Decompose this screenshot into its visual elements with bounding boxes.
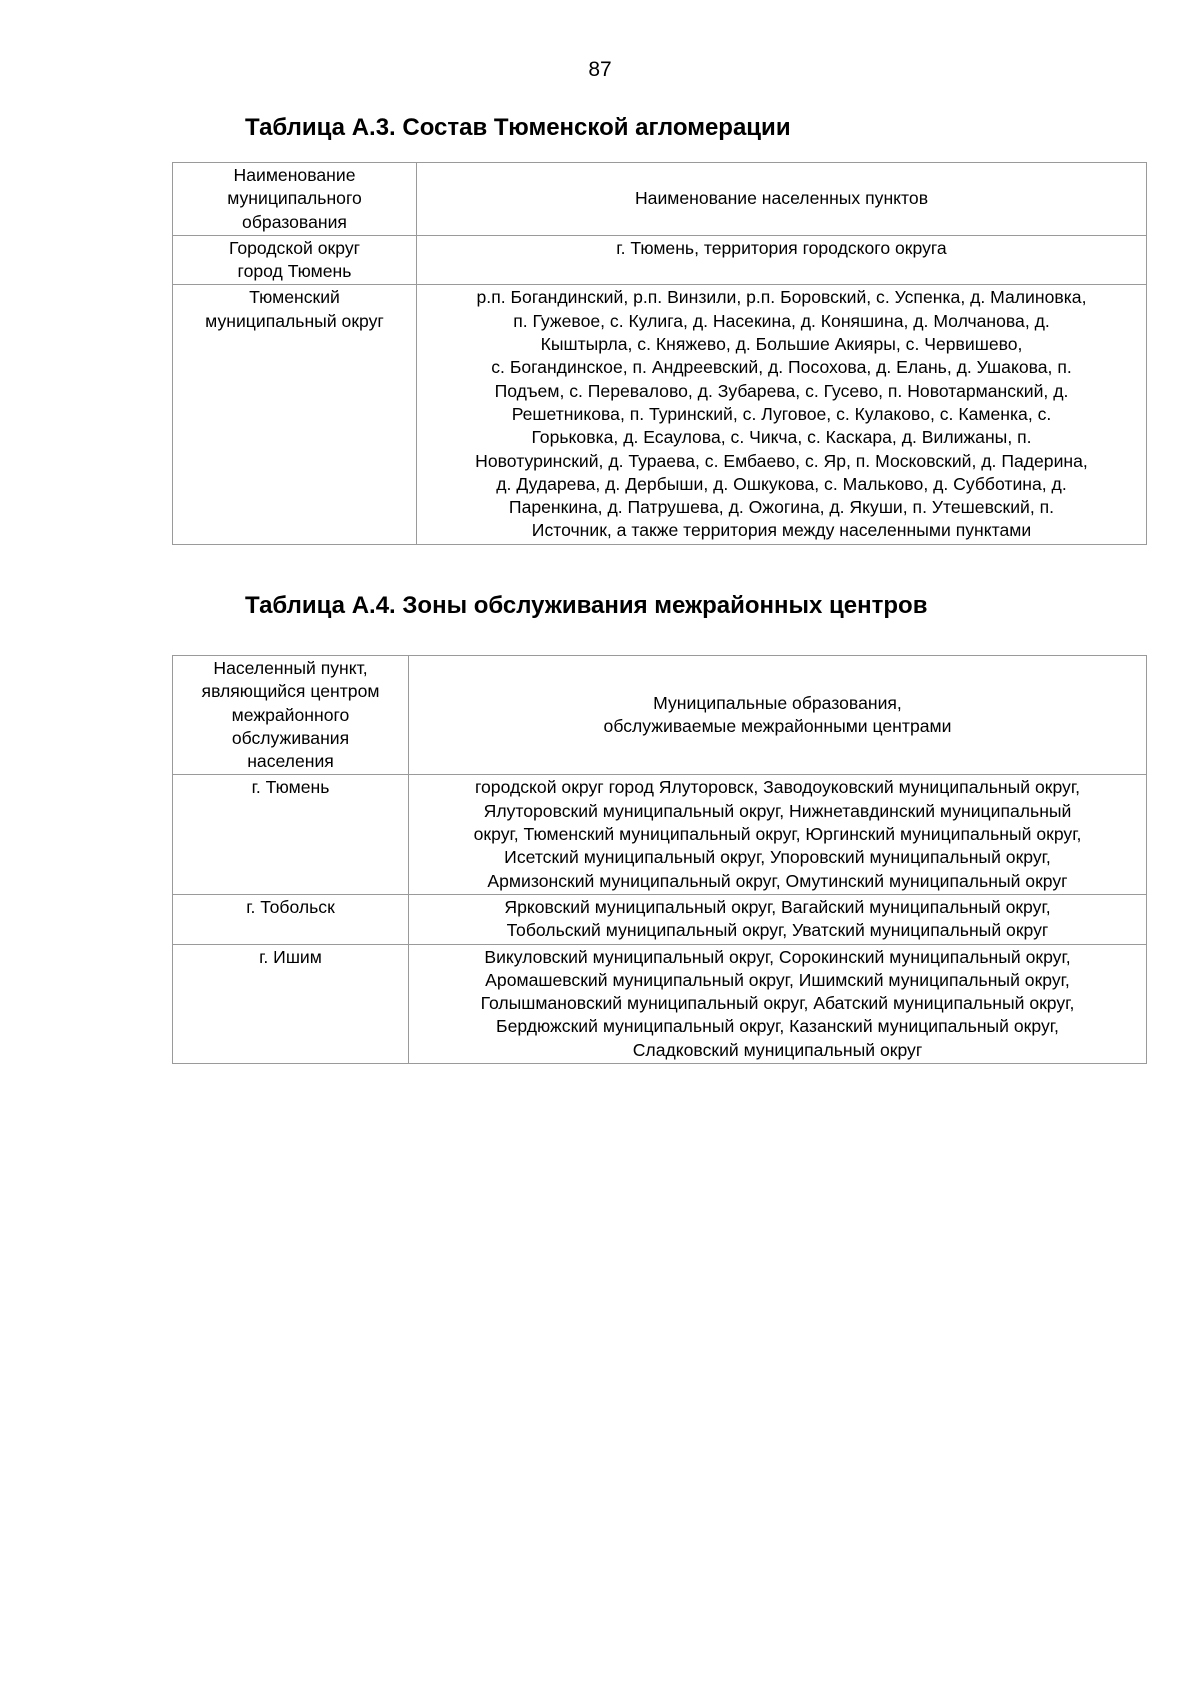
table-header-row bbox=[173, 656, 1147, 775]
table-cell: Городской округ город Тюмень bbox=[173, 235, 417, 285]
header-cell: Муниципальные образования, обслуживаемые межрайонными центрами bbox=[409, 656, 1147, 775]
table-cell: г. Ишим bbox=[173, 944, 409, 1063]
table-cell: г. Тобольск bbox=[173, 894, 409, 944]
header-cell: Населенный пункт, являющийся центром межрайонного обслуживания населения bbox=[173, 656, 409, 775]
table-row bbox=[173, 285, 1147, 544]
table-row bbox=[173, 944, 1147, 1063]
table-row bbox=[173, 235, 1147, 285]
page-number: 87 bbox=[588, 58, 612, 81]
header-cell: Наименование населенных пунктов bbox=[417, 163, 1147, 236]
table-a3 bbox=[172, 162, 1147, 545]
table-a3-title: Таблица А.3. Состав Тюменской агломерации bbox=[245, 114, 791, 141]
table-cell: Тюменский муниципальный округ bbox=[173, 285, 417, 544]
table-cell: г. Тюмень, территория городского округа bbox=[417, 235, 1147, 285]
table-a4-title: Таблица А.4. Зоны обслуживания межрайонных центров bbox=[245, 592, 928, 619]
table-row bbox=[173, 894, 1147, 944]
table-cell: городской округ город Ялуторовск, Заводоуковский муниципальный округ, Ялуторовский муниципальный округ, Нижнетавдинский муниципальный округ, Тюменский муниципальный округ, Юргинский муниципальный округ, Исетский муниципальный округ, Упоровский муниципальный округ, Армизонский муниципальный округ, Омутинский муниципальный округ bbox=[409, 775, 1147, 894]
table-cell: г. Тюмень bbox=[173, 775, 409, 894]
header-cell: Наименование муниципального образования bbox=[173, 163, 417, 236]
table-cell: Викуловский муниципальный округ, Сорокинский муниципальный округ, Аромашевский муниципальный округ, Ишимский муниципальный округ, Голышмановский муниципальный округ, Абатский муниципальный округ, Бердюжский муниципальный округ, Казанский муниципальный округ, Сладковский муниципальный округ bbox=[409, 944, 1147, 1063]
table-cell: р.п. Богандинский, р.п. Винзили, р.п. Боровский, с. Успенка, д. Малиновка, п. Гужевое, с. Кулига, д. Насекина, д. Коняшина, д. Молчанова, д. Кыштырла, с. Княжево, д. Большие Акияры, с. Червишево, с. Богандинское, п. Андреевский, д. Посохова, д. Елань, д. Ушакова, п. Подъем, с. Перевалово, д. Зубарева, с. Гусево, п. Новотарманский, д. Решетникова, п. Туринский, с. Луговое, с. Кулаково, с. Каменка, с. Горьковка, д. Есаулова, с. Чикча, с. Каскара, д. Вилижаны, п. Новотуринский, д. Тураева, с. Ембаево, с. Яр, п. Московский, д. Падерина, д. Дударева, д. Дербыши, д. Ошкукова, с. Мальково, д. Субботина, д. Паренкина, д. Патрушева, д. Ожогина, д. Якуши, п. Утешевский, п. Источник, а также территория между населенными пунктами bbox=[417, 285, 1147, 544]
table-cell: Ярковский муниципальный округ, Вагайский муниципальный округ, Тобольский муниципальный округ, Уватский муниципальный округ bbox=[409, 894, 1147, 944]
table-row bbox=[173, 775, 1147, 894]
table-a4 bbox=[172, 655, 1147, 1064]
table-header-row bbox=[173, 163, 1147, 236]
